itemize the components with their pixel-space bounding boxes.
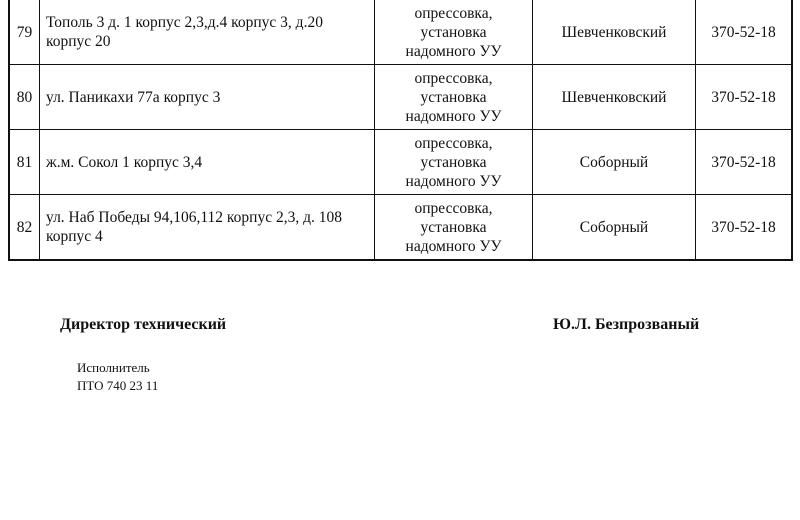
work-line: надомного УУ xyxy=(405,237,502,255)
row-work-type xyxy=(375,0,533,65)
row-work-type xyxy=(375,195,533,261)
row-number: 79 xyxy=(9,0,40,65)
work-line: надомного УУ xyxy=(405,42,502,60)
table-row xyxy=(9,130,792,195)
row-district: Шевченковский xyxy=(533,65,696,130)
work-line: опрессовка, xyxy=(414,4,493,22)
executor-label: Исполнитель xyxy=(77,360,150,375)
row-address: ж.м. Сокол 1 корпус 3,4 xyxy=(40,130,375,195)
table-row xyxy=(9,195,792,261)
executor-block xyxy=(77,359,158,395)
row-phone: 370-52-18 xyxy=(696,65,793,130)
row-district: Соборный xyxy=(533,195,696,261)
work-line: опрессовка, xyxy=(414,199,493,217)
executor-contact: ПТО 740 23 11 xyxy=(77,378,159,393)
row-address: ул. Паникахи 77а корпус 3 xyxy=(40,65,375,130)
work-line: надомного УУ xyxy=(405,107,502,125)
work-line: установка xyxy=(420,153,487,171)
table-row xyxy=(9,65,792,130)
signature-name: Ю.Л. Безпрозваный xyxy=(553,316,700,333)
work-line: установка xyxy=(420,88,487,106)
row-work-type xyxy=(375,130,533,195)
work-line: опрессовка, xyxy=(414,134,493,152)
row-number: 81 xyxy=(9,130,40,195)
row-number: 82 xyxy=(9,195,40,261)
row-address: Тополь 3 д. 1 корпус 2,3,д.4 корпус 3, д.20 корпус 20 xyxy=(40,0,375,65)
work-line: надомного УУ xyxy=(405,172,502,190)
row-phone: 370-52-18 xyxy=(696,130,793,195)
work-line: установка xyxy=(420,218,487,236)
works-table-body xyxy=(9,0,792,260)
row-phone: 370-52-18 xyxy=(696,0,793,65)
work-line: опрессовка, xyxy=(414,69,493,87)
row-number: 80 xyxy=(9,65,40,130)
row-work-type xyxy=(375,65,533,130)
row-district: Шевченковский xyxy=(533,0,696,65)
work-line: установка xyxy=(420,23,487,41)
signature-title: Директор технический xyxy=(60,316,227,333)
works-table xyxy=(8,0,793,261)
row-address: ул. Наб Победы 94,106,112 корпус 2,3, д. 108 корпус 4 xyxy=(40,195,375,261)
row-phone: 370-52-18 xyxy=(696,195,793,261)
table-row xyxy=(9,0,792,65)
row-district: Соборный xyxy=(533,130,696,195)
